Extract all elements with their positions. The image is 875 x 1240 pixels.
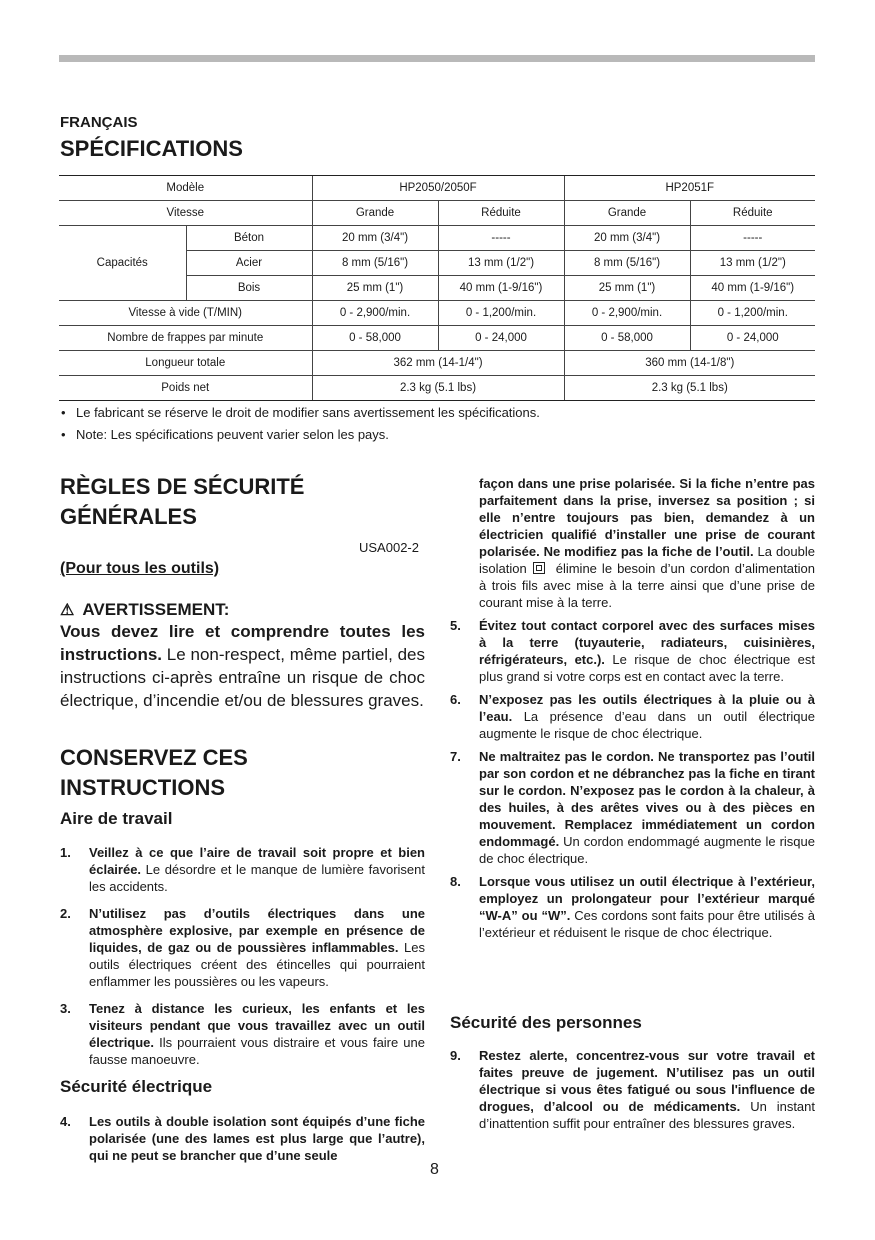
table-cell: Acier — [186, 251, 312, 276]
table-cell: 0 - 2,900/min. — [564, 301, 690, 326]
table-cell: Réduite — [438, 201, 564, 226]
table-cell: ----- — [438, 226, 564, 251]
table-cell: 0 - 2,900/min. — [312, 301, 438, 326]
item-number: 2. — [60, 906, 71, 921]
table-row — [59, 351, 815, 376]
table-cell: Nombre de frappes par minute — [59, 326, 312, 351]
item-bold: Veillez à ce que l’aire de travail soit propre et bien éclairée. — [89, 845, 425, 877]
table-cell: 0 - 1,200/min. — [690, 301, 815, 326]
table-cell: 25 mm (1") — [312, 276, 438, 301]
table-row — [59, 326, 815, 351]
item-number: 7. — [450, 749, 461, 764]
item-bold: Restez alerte, concentrez-vous sur votre travail et faites preuve de jugement. N’utilisez pas un outil électrique si vous êtes fatigué ou sous l'influence de drogues, d’alcool ou de médicaments. — [479, 1048, 815, 1114]
list-item — [450, 691, 815, 742]
table-cell: 40 mm (1-9/16") — [438, 276, 564, 301]
item-text: Ils pourraient vous distraire et vous faire une fausse manoeuvre. — [89, 1035, 425, 1067]
table-cell: 0 - 24,000 — [438, 326, 564, 351]
table-cell: Longueur totale — [59, 351, 312, 376]
rules-list — [60, 844, 425, 1074]
item-text: élimine le besoin d’un cordon d’alimentation à trois fils avec mise à la terre ainsi que d’une prise de courant mise à la terre. — [479, 561, 815, 610]
item-number: 6. — [450, 692, 461, 707]
warning-lead-text: Le non-respect, même partiel, des instructions ci-après entraîne un risque de choc électrique, d’incendie et/ou de blessures graves. — [60, 645, 425, 710]
item-bold: N’utilisez pas d’outils électriques dans une atmosphère explosive, par exemple en présence de liquides, de gaz ou de poussières inflammables. — [89, 906, 425, 955]
item-text: Les outils électriques créent des étincelles qui pourraient enflammer les poussières ou les vapeurs. — [89, 940, 425, 989]
doc-code: USA002-2 — [359, 540, 419, 555]
table-cell: 2.3 kg (5.1 lbs) — [312, 376, 564, 401]
table-cell: 0 - 58,000 — [564, 326, 690, 351]
warning-text — [60, 620, 425, 712]
item-bold: Lorsque vous utilisez un outil électrique à l’extérieur, employez un prolongateur pour l’extérieur marqué “W-A” ou “W”. — [479, 874, 815, 923]
table-cell: Vitesse — [59, 201, 312, 226]
table-cell: 360 mm (14-1/8") — [564, 351, 815, 376]
subsection-heading: Aire de travail — [60, 809, 173, 828]
table-cell: HP2051F — [564, 176, 815, 201]
table-cell: Grande — [564, 201, 690, 226]
table-cell: 20 mm (3/4") — [564, 226, 690, 251]
item-number: 1. — [60, 845, 71, 860]
item-text: Le risque de choc électrique est plus grand si votre corps est en contact avec la terre. — [479, 652, 815, 684]
list-item — [60, 1000, 425, 1068]
list-item — [450, 873, 815, 941]
item-number: 9. — [450, 1048, 461, 1063]
item-bold: Ne maltraitez pas le cordon. Ne transportez pas l’outil par son cordon et ne débranchez pas la fiche en tirant sur le cordon. N’exposez pas le cordon à la chaleur, à des huiles, à des arêtes vives ou à des pièces en mouvement. Remplacez immédiatement un cordon endommagé. — [479, 749, 815, 849]
double-insulation-icon — [533, 562, 545, 574]
table-row — [59, 176, 815, 201]
table-cell: Béton — [186, 226, 312, 251]
table-cell: Grande — [312, 201, 438, 226]
table-cell: Modèle — [59, 176, 312, 201]
item-bold: façon dans une prise polarisée. Si la fiche n’entre pas parfaitement dans la prise, inversez sa position ; si elle n’entre toujours pas bien, demandez à un électricien qualifié d’installer une prise de courant polarisée. Ne modifiez pas la fiche de l’outil. — [479, 476, 815, 559]
item-text: Ces cordons sont faits pour être utilisés à l’extérieur et réduisent le risque de choc électrique. — [479, 908, 815, 940]
rules-list — [450, 475, 815, 947]
table-row — [59, 301, 815, 326]
rules-list — [60, 1113, 425, 1170]
table-cell: 13 mm (1/2") — [438, 251, 564, 276]
item-number: 4. — [60, 1114, 71, 1129]
item-bold: Tenez à distance les curieux, les enfants et les visiteurs pendant que vous travaillez avec un outil électrique. — [89, 1001, 425, 1050]
item-text: Le désordre et le manque de lumière favorisent les accidents. — [89, 862, 425, 894]
item-text: La présence d’eau dans un outil électrique augmente le risque de choc électrique. — [479, 709, 815, 741]
table-row — [59, 201, 815, 226]
item-bold: Les outils à double isolation sont équipés d’une fiche polarisée (une des lames est plus large que l’autre), qui ne peut se brancher que d’une seule — [89, 1114, 425, 1163]
item-bold: N’exposez pas les outils électriques à la pluie ou à l’eau. — [479, 692, 815, 724]
warning-lead-bold: Vous devez lire et comprendre toutes les instructions. — [60, 622, 425, 664]
item-text: Un instant d’inattention suffit pour entraîner des blessures graves. — [479, 1099, 815, 1131]
list-item — [450, 1047, 815, 1132]
list-item — [450, 617, 815, 685]
item-bold: Évitez tout contact corporel avec des surfaces mises à la terre (tuyauterie, radiateurs, cuisinières, réfrigérateurs, etc.). — [479, 618, 815, 667]
section-heading: RÈGLES DE SÉCURITÉ — [60, 474, 305, 499]
table-cell: 0 - 24,000 — [690, 326, 815, 351]
list-item — [60, 844, 425, 895]
warning-label: AVERTISSEMENT: — [82, 600, 230, 619]
table-row — [59, 226, 815, 251]
language-label: FRANÇAIS — [60, 114, 138, 131]
item-number: 3. — [60, 1001, 71, 1016]
subsection-heading: Sécurité électrique — [60, 1077, 213, 1096]
table-cell: Réduite — [690, 201, 815, 226]
list-item — [60, 1113, 425, 1164]
item-text: Un cordon endommagé augmente le risque de choc électrique. — [479, 834, 815, 866]
table-cell: 25 mm (1") — [564, 276, 690, 301]
page-number: 8 — [430, 1161, 439, 1178]
spec-notes — [60, 403, 816, 447]
table-cell: 8 mm (5/16") — [312, 251, 438, 276]
table-cell: Vitesse à vide (T/MIN) — [59, 301, 312, 326]
list-item — [60, 905, 425, 990]
item-text: La double isolation — [479, 544, 815, 576]
page-title: SPÉCIFICATIONS — [60, 136, 243, 161]
warning-icon: ⚠ — [60, 602, 75, 619]
top-rule — [59, 55, 815, 62]
table-cell: 40 mm (1-9/16") — [690, 276, 815, 301]
warning-title — [60, 600, 229, 620]
table-cell: 2.3 kg (5.1 lbs) — [564, 376, 815, 401]
subsection-heading: Sécurité des personnes — [450, 1013, 642, 1032]
rules-list — [450, 1047, 815, 1138]
table-cell: 13 mm (1/2") — [690, 251, 815, 276]
subtitle: (Pour tous les outils) — [60, 560, 220, 577]
table-cell: Bois — [186, 276, 312, 301]
section-heading: CONSERVEZ CES — [60, 745, 248, 770]
table-cell: ----- — [690, 226, 815, 251]
list-item — [450, 748, 815, 867]
list-item: • Note: Les spécifications peuvent varier selon les pays. — [60, 425, 816, 447]
table-cell: 8 mm (5/16") — [564, 251, 690, 276]
table-cell: HP2050/2050F — [312, 176, 564, 201]
item-number: 8. — [450, 874, 461, 889]
spec-table — [59, 175, 815, 401]
item-number: 5. — [450, 618, 461, 633]
table-cell: 20 mm (3/4") — [312, 226, 438, 251]
table-row — [59, 376, 815, 401]
section-heading: GÉNÉRALES — [60, 504, 197, 529]
table-cell: 362 mm (14-1/4") — [312, 351, 564, 376]
table-cell: 0 - 58,000 — [312, 326, 438, 351]
list-item — [450, 475, 815, 611]
section-heading: INSTRUCTIONS — [60, 775, 225, 800]
table-cell: Poids net — [59, 376, 312, 401]
list-item: • Le fabricant se réserve le droit de modifier sans avertissement les spécifications. — [60, 403, 816, 425]
table-cell: 0 - 1,200/min. — [438, 301, 564, 326]
table-cell: Capacités — [59, 226, 186, 301]
